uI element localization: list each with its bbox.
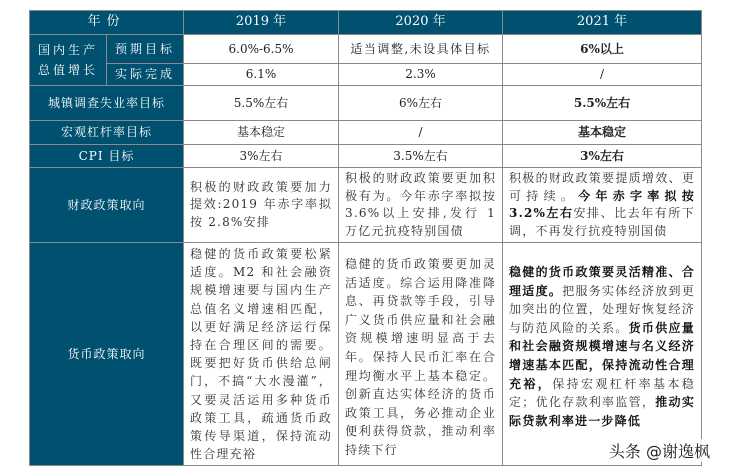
gdp-expected-2020: 适当调整,未设具体目标 — [339, 35, 503, 64]
fiscal-2021-part2-bold: 今年赤字率拟按 3.2%左右 — [509, 188, 696, 220]
gdp-actual-row — [30, 64, 702, 86]
gdp-expected-row — [30, 35, 702, 64]
leverage-2019: 基本稳定 — [184, 121, 339, 145]
cpi-2021: 3%左右 — [503, 145, 702, 168]
gdp-expected-2019: 6.0%-6.5% — [184, 35, 339, 64]
leverage-label: 宏观杠杆率目标 — [30, 121, 184, 145]
watermark: 头条 @谢逸枫 — [607, 439, 712, 462]
cpi-row — [30, 145, 702, 168]
monetary-2021-part5-bold: 推动实际贷款利率进一步降低 — [509, 395, 696, 428]
fiscal-label: 财政政策取向 — [30, 168, 184, 243]
fiscal-row — [30, 168, 702, 243]
gdp-actual-2019: 6.1% — [184, 64, 339, 86]
gdp-actual-2021: / — [503, 64, 702, 86]
monetary-2019: 稳健的货币政策要松紧适度。M2 和社会融资规模增速要与国内生产总值名义增速相匹配，以更好满足经济运行保持在合理区间的需要。既要把好货币供给总闸门，不搞“大水漫灌”，又要灵活运用多种货币政策工具，疏通货币政策传导渠道，保持流动性合理充裕 — [184, 243, 339, 466]
unemployment-2019: 5.5%左右 — [184, 86, 339, 121]
monetary-2021 — [503, 243, 702, 466]
gdp-label: 国内生产总值增长 — [30, 35, 107, 86]
gdp-expected-label: 预期目标 — [107, 35, 184, 64]
cpi-2019: 3%左右 — [184, 145, 339, 168]
fiscal-2021-part1: 积极的财政政策要提质增效、更可持续。 — [509, 171, 696, 203]
monetary-2021-part2: 把服务实体经济放到更加突出的位置，处理好恢复经济与防范风险的关系。 — [509, 283, 696, 335]
leverage-2020: / — [339, 121, 503, 145]
monetary-label: 货币政策取向 — [30, 243, 184, 466]
cpi-label: CPI 目标 — [30, 145, 184, 168]
monetary-row — [30, 243, 702, 466]
cpi-2020: 3.5%左右 — [339, 145, 503, 168]
fiscal-2021 — [503, 168, 702, 243]
monetary-2020: 稳健的货币政策要更加灵活适度。综合运用降准降息、再贷款等手段，引导广义货币供应量和社会融资规模增速明显高于去年。保持人民币汇率在合理均衡水平上基本稳定。创新直达实体经济的货币政策工具，务必推动企业便利获得贷款，推动利率持续下行 — [339, 243, 503, 466]
unemployment-2021: 5.5%左右 — [503, 86, 702, 121]
unemployment-label: 城镇调查失业率目标 — [30, 86, 184, 121]
header-row — [30, 11, 702, 35]
economic-targets-table — [29, 10, 702, 466]
gdp-actual-2020: 2.3% — [339, 64, 503, 86]
header-2020: 2020 年 — [339, 11, 503, 35]
header-2019: 2019 年 — [184, 11, 339, 35]
unemployment-2020: 6%左右 — [339, 86, 503, 121]
header-year-label: 年份 — [30, 11, 184, 35]
leverage-2021: 基本稳定 — [503, 121, 702, 145]
gdp-expected-2021: 6%以上 — [503, 35, 702, 64]
fiscal-2020: 积极的财政政策要更加积极有为。今年赤字率拟按 3.6%以上安排,发行 1 万亿元抗疫特别国债 — [339, 168, 503, 243]
monetary-2021-part4: 保持宏观杠杆率基本稳定；优化存款利率监管， — [509, 376, 696, 410]
monetary-2021-part3-bold: 货币供应量和社会融资规模增速与名义经济增速基本匹配，保持流动性合理充裕， — [509, 320, 696, 391]
fiscal-2019: 积极的财政政策要加力提效:2019 年赤字率拟按 2.8%安排 — [184, 168, 339, 243]
monetary-2021-part1-bold: 稳健的货币政策要灵活精准、合理适度。 — [509, 265, 696, 298]
gdp-actual-label: 实际完成 — [107, 64, 184, 86]
leverage-row — [30, 121, 702, 145]
unemployment-row — [30, 86, 702, 121]
fiscal-2021-part3: 安排、比去年有所下调，不再发行抗疫特别国债 — [509, 206, 696, 238]
header-2021: 2021 年 — [503, 11, 702, 35]
